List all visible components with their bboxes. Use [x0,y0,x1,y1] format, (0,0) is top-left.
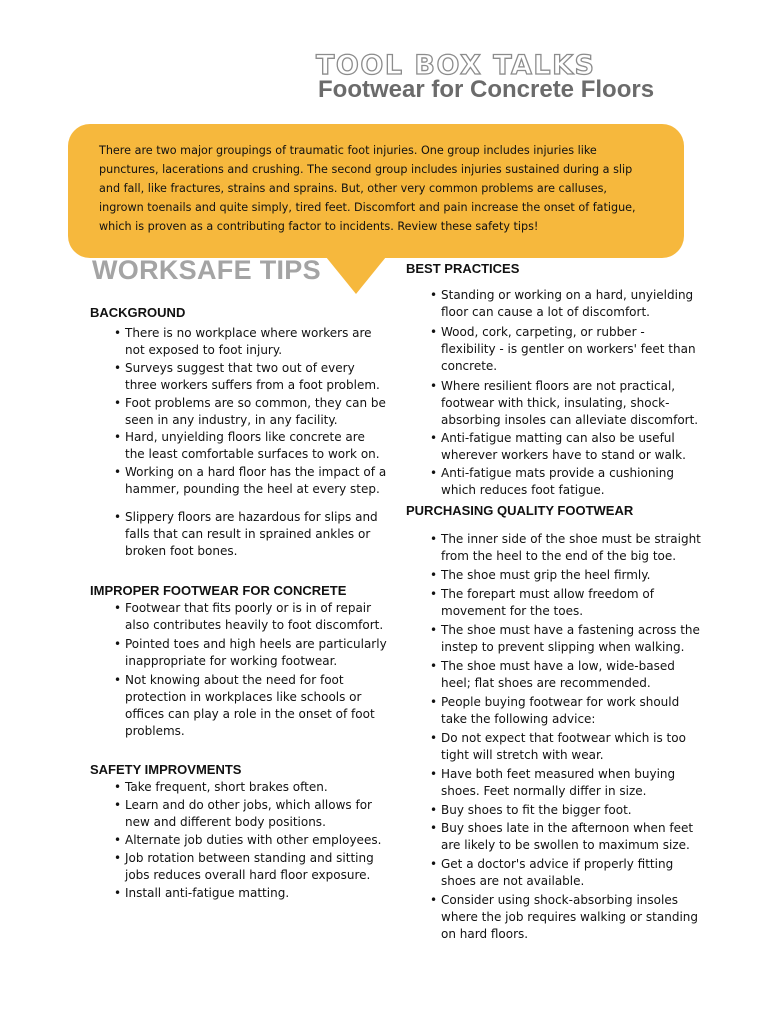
list-item: • Get a doctor's advice if properly fitting shoes are not available. [430,856,703,890]
list-item: • Foot problems are so common, they can be seen in any industry, in any facility. [114,395,387,429]
list-item: • Do not expect that footwear which is too tight will stretch with wear. [430,730,703,764]
background-list [114,325,387,560]
intro-text: There are two major groupings of traumatic foot injuries. One group includes injuries like punctures, lacerations and crushing. The second group includes injuries sustained during a slip and fall, like fractures, strains and sprains. But, other very common problems are calluses, ingrown toenails and quite simply, tired feet. Discomfort and pain increase the onset of fatigue, which is proven as a contributing factor to incidents. Review these safety tips! [99,144,636,233]
list-item: • Job rotation between standing and sitting jobs reduces overall hard floor exposure. [114,850,387,884]
list-item: • Buy shoes late in the afternoon when feet are likely to be swollen to maximum size. [430,820,703,854]
list-item: • Standing or working on a hard, unyielding floor can cause a lot of discomfort. [430,287,703,321]
list-item: • Buy shoes to fit the bigger foot. [430,802,703,819]
list-item: • The forepart must allow freedom of movement for the toes. [430,586,703,620]
intro-callout [68,124,684,258]
improper-footwear-heading: IMPROPER FOOTWEAR FOR CONCRETE [90,583,347,598]
background-heading: BACKGROUND [90,305,186,320]
list-item: • People buying footwear for work should take the following advice: [430,694,703,728]
list-item: • Where resilient floors are not practical, footwear with thick, insulating, shock-absorbing insoles can alleviate discomfort. [430,378,703,429]
list-item: • Slippery floors are hazardous for slips and falls that can result in sprained ankles or broken foot bones. [114,509,387,560]
list-item: • Anti-fatigue matting can also be useful wherever workers have to stand or walk. [430,430,703,464]
list-item: • The shoe must grip the heel firmly. [430,567,703,584]
list-item: • There is no workplace where workers are not exposed to foot injury. [114,325,387,359]
best-practices-list [430,287,703,499]
list-item: • Install anti-fatigue matting. [114,885,387,902]
list-item: • Wood, cork, carpeting, or rubber - flexibility - is gentler on workers' feet than concrete. [430,324,703,375]
document-subtitle: Footwear for Concrete Floors [318,76,655,103]
list-item: • Footwear that fits poorly or is in of repair also contributes heavily to foot discomfort. [114,600,387,634]
document-title: TOOL BOX TALKS [316,50,596,81]
list-item: • Take frequent, short brakes often. [114,779,387,796]
list-item: • Working on a hard floor has the impact of a hammer, pounding the heel at every step. [114,464,387,498]
list-item: • Pointed toes and high heels are particularly inappropriate for working footwear. [114,636,387,670]
list-item: • Hard, unyielding floors like concrete are the least comfortable surfaces to work on. [114,429,387,463]
list-item: • Alternate job duties with other employees. [114,832,387,849]
list-item: • The shoe must have a low, wide-based heel; flat shoes are recommended. [430,658,703,692]
list-item: • Anti-fatigue mats provide a cushioning which reduces foot fatigue. [430,465,703,499]
list-item: • The shoe must have a fastening across the instep to prevent slipping when walking. [430,622,703,656]
list-item: • Surveys suggest that two out of every three workers suffers from a foot problem. [114,360,387,394]
list-item: • Consider using shock-absorbing insoles where the job requires walking or standing on hard floors. [430,892,703,943]
list-item: • Learn and do other jobs, which allows for new and different body positions. [114,797,387,831]
list-item: • Not knowing about the need for foot protection in workplaces like schools or offices can play a role in the onset of foot problems. [114,672,387,740]
purchasing-footwear-heading: PURCHASING QUALITY FOOTWEAR [406,503,634,518]
purchasing-footwear-list [430,531,703,943]
safety-improvements-heading: SAFETY IMPROVMENTS [90,762,242,777]
best-practices-heading: BEST PRACTICES [406,261,520,276]
callout-pointer [326,257,386,294]
list-item: • Have both feet measured when buying shoes. Feet normally differ in size. [430,766,703,800]
safety-improvements-list [114,779,387,902]
worksafe-tips-heading: WORKSAFE TIPS [92,255,321,285]
improper-footwear-list [114,600,387,740]
list-item: • The inner side of the shoe must be straight from the heel to the end of the big toe. [430,531,703,565]
